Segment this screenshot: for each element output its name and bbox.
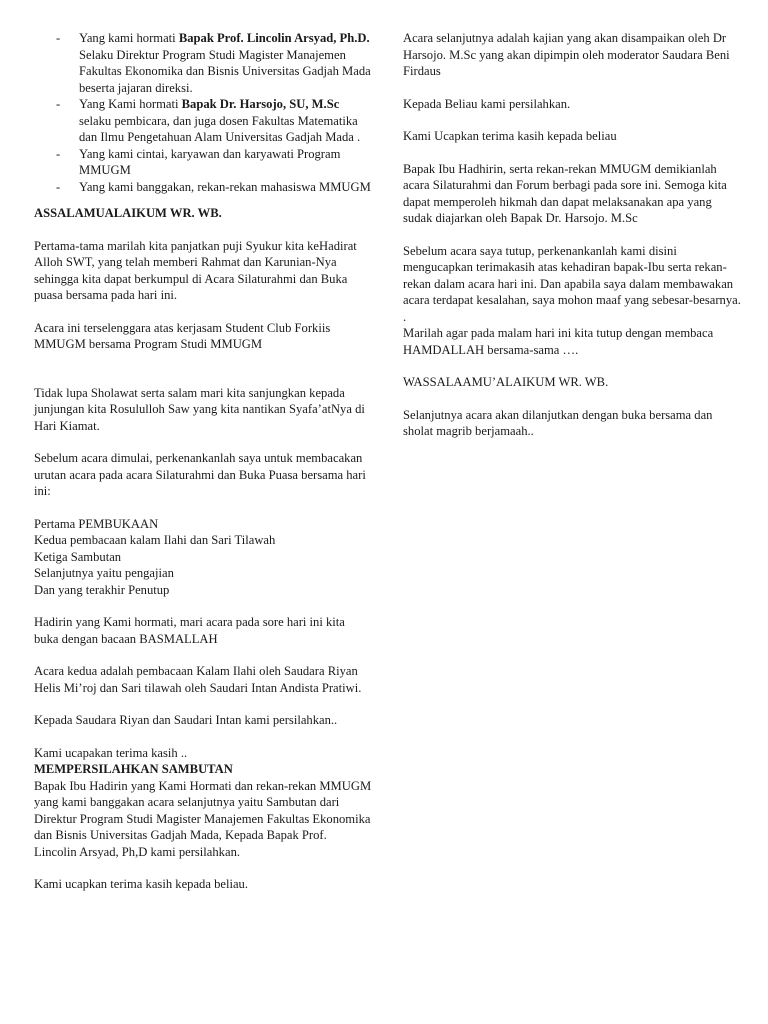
greeting-item [34,30,372,96]
paragraph-terima-kasih: Kami ucapakan terima kasih .. [34,745,188,760]
paragraph-terima-kasih-beliau: Kami ucapkan terima kasih kepada beliau. [34,877,249,891]
greeting-text: Yang kami cintai, karyawan dan karyawati Program MMUGM [79,146,341,177]
left-column [34,30,372,893]
dash-bullet: - [56,179,61,194]
right-column [403,30,743,440]
salam-heading: ASSALAMUALAIKUM WR. WB. [34,206,222,220]
greeting-text: Yang kami hormati [79,31,179,45]
greeting-list [34,30,372,195]
greeting-role: Selaku Direktur Program Studi Magister Manajemen Fakultas Ekonomika dan Bisnis Universitas Gadjah Mada beserta jajaran direksi. [79,47,371,95]
paragraph-kalam-ilahi: Acara kedua adalah pembacaan Kalam Ilahi oleh Saudara Riyan Helis Mi’roj dan Sari tilawah oleh Saudari Intan Andista Pratiwi. [34,664,362,695]
agenda-item: Kedua pembacaan kalam Ilahi dan Sari Tilawah [34,533,276,547]
paragraph-basmallah: Hadirin yang Kami hormati, mari acara pada sore hari ini kita buka dengan bacaan BASMALLAH [34,615,345,646]
agenda-item: Selanjutnya yaitu pengajian [34,566,174,580]
greeting-role: selaku pembicara, dan juga dosen Fakultas Matematika dan Ilmu Pengetahuan Alam Universitas Gadjah Mada . [79,113,361,144]
paragraph-penutup: Sebelum acara saya tutup, perkenankanlah kami disini mengucapkan terimakasih atas kehadiran bapak-Ibu serta rekan-rekan dalam acara hari ini. Dan apabila saya dalam membawakan acara terdapat kesalahan, saya mohon maaf yang sebesar-besarnya. . [403,243,741,324]
agenda-list [34,516,372,599]
greeting-item [34,179,372,196]
paragraph-buka-bersama: Selanjutnya acara akan dilanjutkan dengan buka bersama dan sholat magrib berjamaah.. [403,407,713,438]
greeting-name: Bapak Prof. Lincolin Arsyad, Ph.D. [178,31,370,45]
agenda-item: Ketiga Sambutan [34,549,122,564]
paragraph-hikmah: Bapak Ibu Hadhirin, serta rekan-rekan MMUGM demikianlah acara Silaturahmi dan Forum berbagi pada sore ini. Semoga kita dapat memperoleh hikmah dan dapat melaksanakan apa yang sudak diajarkan oleh Bapak Dr. Harsojo. M.Sc [403,161,727,225]
paragraph-kajian: Acara selanjutnya adalah kajian yang akan disampaikan oleh Dr Harsojo. M.Sc yang akan dipimpin oleh moderator Saudara Beni Firdaus [403,31,730,78]
sambutan-heading: MEMPERSILAHKAN SAMBUTAN [34,762,233,776]
paragraph-persilahkan: Kepada Saudara Riyan dan Saudari Intan kami persilahkan.. [34,713,338,727]
paragraph-syukur: Pertama-tama marilah kita panjatkan puji Syukur kita keHadirat Alloh SWT, yang telah memberi Rahmat dan Karunian-Nya sehingga kita dapat berkumpul di Acara Silaturahmi dan Buka puasa bersama pada hari ini. [34,238,357,302]
paragraph-urutan: Sebelum acara dimulai, perkenankanlah saya untuk membacakan urutan acara pada acara Silaturahmi dan Buka Puasa bersama hari ini: [34,451,366,498]
agenda-item: Dan yang terakhir Penutup [34,582,170,597]
dash-bullet: - [56,31,61,45]
salam-closing: WASSALAAMU’ALAIKUM WR. WB. [403,375,609,389]
paragraph-persilahkan-beliau: Kepada Beliau kami persilahkan. [403,96,571,111]
greeting-item [34,96,372,146]
greeting-text: Yang Kami hormati [79,97,182,111]
paragraph-hamdallah: Marilah agar pada malam hari ini kita tutup dengan membaca HAMDALLAH bersama-sama …. [403,326,714,357]
paragraph-sholawat: Tidak lupa Sholawat serta salam mari kita sanjungkan kepada junjungan kita Rosululloh Saw yang kita nantikan Syafa’atNya di Hari Kiamat. [34,385,365,433]
dash-bullet: - [56,97,61,111]
paragraph-kerjasama: Acara ini terselenggara atas kerjasam Student Club Forkiis MMUGM bersama Program Studi MMUGM [34,320,331,351]
agenda-item: Pertama PEMBUKAAN [34,516,159,531]
paragraph-sambutan: Bapak Ibu Hadirin yang Kami Hormati dan rekan-rekan MMUGM yang kami banggakan acara selanjutnya yaitu Sambutan dari Direktur Program Studi Magister Manajemen Fakultas Ekonomika dan Bisnis Universitas Gadjah Mada, Kepada Bapak Prof. Lincolin Arsyad, Ph,D kami persilahkan. [34,778,372,859]
dash-bullet: - [56,146,61,161]
paragraph-terima-kasih-kajian: Kami Ucapkan terima kasih kepada beliau [403,129,617,143]
greeting-name: Bapak Dr. Harsojo, SU, M.Sc [181,97,340,111]
greeting-text: Yang kami banggakan, rekan-rekan mahasiswa MMUGM [79,179,371,194]
greeting-item [34,146,372,179]
